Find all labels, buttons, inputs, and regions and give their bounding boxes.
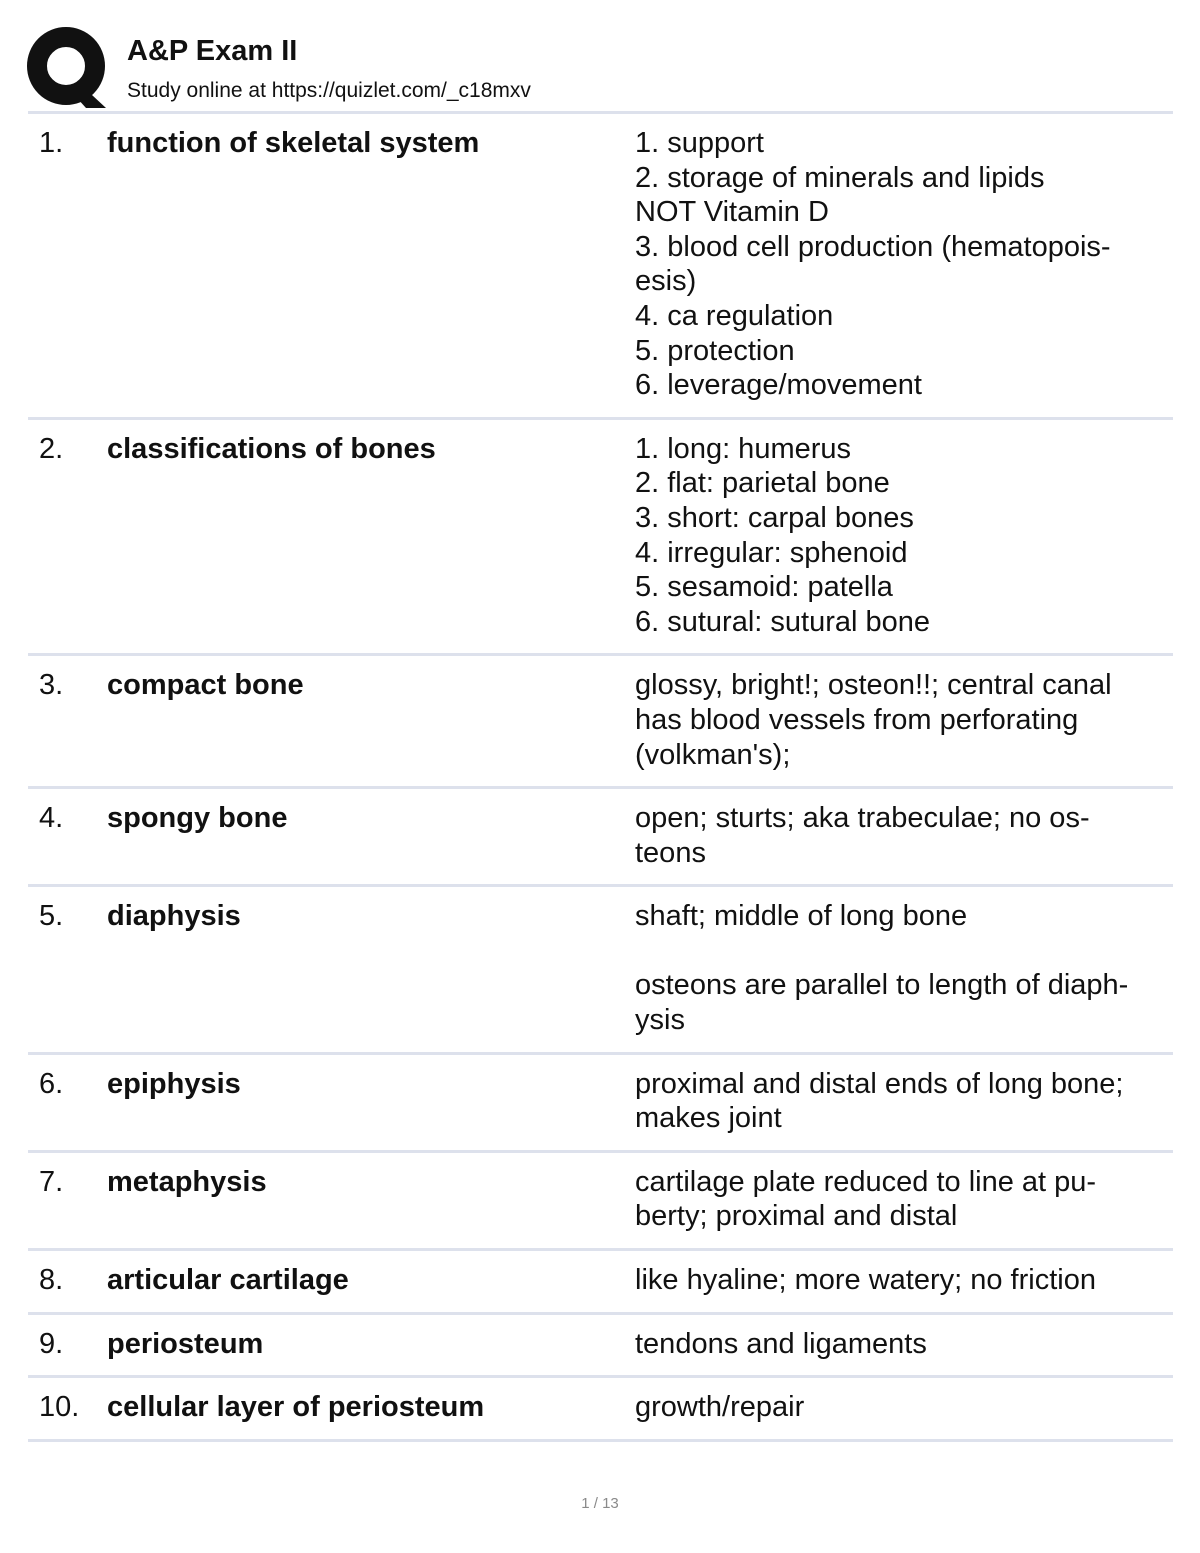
card-number: 7. [39, 1165, 64, 1198]
card-definition: tendons and ligaments [635, 1327, 927, 1360]
card-definition: proximal and distal ends of long bone; makes joint [635, 1067, 1124, 1135]
flashcard-row [28, 1251, 1173, 1315]
page-number: 1 / 13 [581, 1495, 619, 1512]
card-definition: cartilage plate reduced to line at pu- berty; proximal and distal [635, 1165, 1097, 1233]
study-link-text: Study online at https://quizlet.com/_c18mxv [127, 79, 531, 102]
card-term: classifications of bones [107, 432, 436, 465]
flashcard-row [28, 114, 1173, 420]
card-number: 1. [39, 127, 64, 159]
card-number: 5. [39, 900, 64, 933]
flashcard-row [28, 420, 1173, 657]
flashcard-row [28, 656, 1173, 789]
card-term: spongy bone [107, 802, 288, 835]
card-number: 10. [39, 1391, 80, 1424]
flashcard-row [28, 1315, 1173, 1379]
flashcard-row [28, 789, 1173, 887]
card-number: 8. [39, 1264, 64, 1297]
quizlet-logo-icon [26, 26, 110, 110]
card-definition: like hyaline; more watery; no friction [635, 1264, 1096, 1297]
card-number: 6. [39, 1067, 64, 1100]
card-term: periosteum [107, 1327, 264, 1360]
card-term: function of skeletal system [107, 127, 480, 159]
flashcard-row [28, 1055, 1173, 1153]
card-definition: glossy, bright!; osteon!!; central canal has blood vessels from perforating (volkman's); [635, 669, 1112, 771]
flashcard-row [28, 1153, 1173, 1251]
card-number: 2. [39, 432, 64, 465]
page-header [0, 0, 1200, 112]
card-definition: 1. long: humerus 2. flat: parietal bone 3. short: carpal bones 4. irregular: sphenoid 5. sesamoid: patella 6. sutural: sutural bone [635, 432, 931, 638]
card-number: 4. [39, 802, 64, 835]
card-number: 3. [39, 669, 64, 702]
card-definition: growth/repair [635, 1391, 805, 1424]
card-term: articular cartilage [107, 1264, 349, 1297]
card-definition: shaft; middle of long bone osteons are parallel to length of diaph- ysis [635, 900, 1129, 1037]
card-term: metaphysis [107, 1165, 267, 1198]
card-number: 9. [39, 1327, 64, 1360]
document-title: A&P Exam II [127, 35, 298, 67]
flashcard-row [28, 887, 1173, 1054]
card-term: diaphysis [107, 900, 241, 933]
card-definition: 1. support 2. storage of minerals and lipids NOT Vitamin D 3. blood cell production (hematopois- esis) 4. ca regulation 5. protection 6. leverage/movement [635, 127, 1111, 402]
flashcard-row [28, 1378, 1173, 1442]
card-term: epiphysis [107, 1067, 241, 1100]
card-term: cellular layer of periosteum [107, 1391, 485, 1424]
card-term: compact bone [107, 669, 304, 702]
card-definition: open; sturts; aka trabeculae; no os- teons [635, 802, 1090, 869]
flashcard-list [28, 114, 1173, 1442]
